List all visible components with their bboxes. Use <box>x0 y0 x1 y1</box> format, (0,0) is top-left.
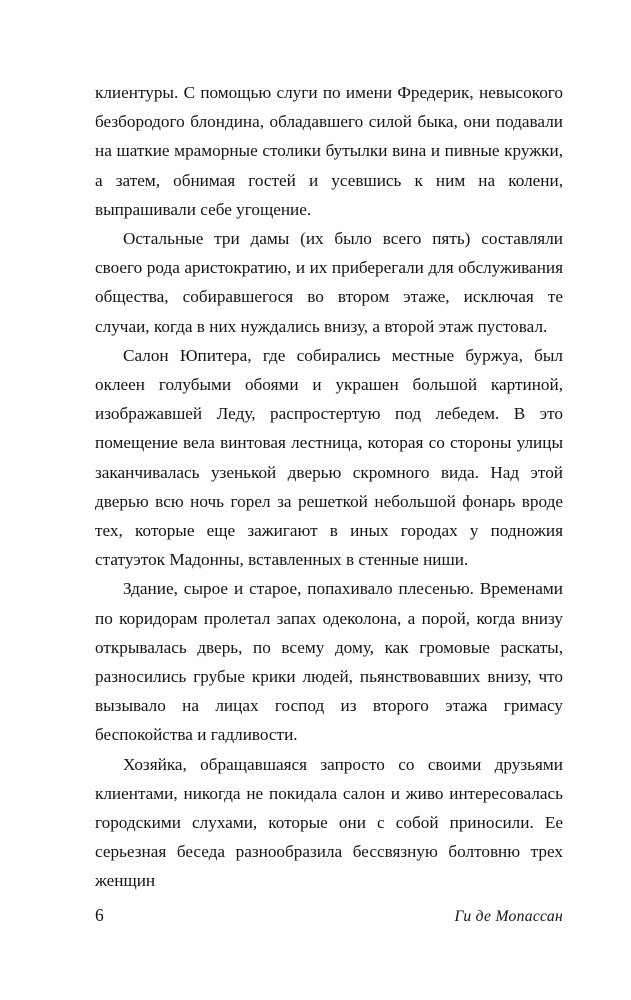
paragraph: Хозяйка, обращавшаяся запросто со своими друзьями клиентами, никогда не покидала салон и живо интересовалась городскими слухами, которые они с собой приносили. Ее серьезная беседа разнообразила бессвязную болтовню трех женщин <box>95 754 563 891</box>
paragraph: клиентуры. С помощью слуги по имени Фредерик, невысокого безбородого блондина, обладавшего силой быка, они подавали на шаткие мраморные столики бутылки вина и пивные кружки, а затем, обнимая гостей и усевшись к ним на колени, выпрашивали себе угощение. <box>95 83 563 219</box>
paragraph: Остальные три дамы (их было всего пять) составляли своего рода аристократию, и их приберегали для обслуживания общества, собиравшегося во втором этаже, исключая те случаи, когда в них нуждались внизу, а второй этаж пустовал. <box>95 229 563 336</box>
page-number: 6 <box>95 905 104 925</box>
page-body <box>95 78 563 896</box>
page-footer <box>95 905 563 926</box>
paragraph: Здание, сырое и старое, попахивало плесенью. Временами по коридорам пролетал запах одеколона, а порой, когда внизу открывалась дверь, по всему дому, как громовые раскаты, разносились грубые крики людей, пьянствовавших внизу, что вызывало на лицах господ из второго этажа гримасу беспокойства и гадливости. <box>95 579 563 745</box>
paragraph: Салон Юпитера, где собирались местные буржуа, был оклеен голубыми обоями и украшен большой картиной, изображавшей Леду, распростертую под лебедем. В это помещение вела винтовая лестница, которая со стороны улицы заканчивалась узенькой дверью скромного вида. Над этой дверью всю ночь горел за решеткой небольшой фонарь вроде тех, которые еще зажигают в иных городах у подножия статуэток Мадонны, вставленных в стенные ниши. <box>95 345 563 570</box>
running-title: Ги де Мопассан <box>454 908 563 925</box>
